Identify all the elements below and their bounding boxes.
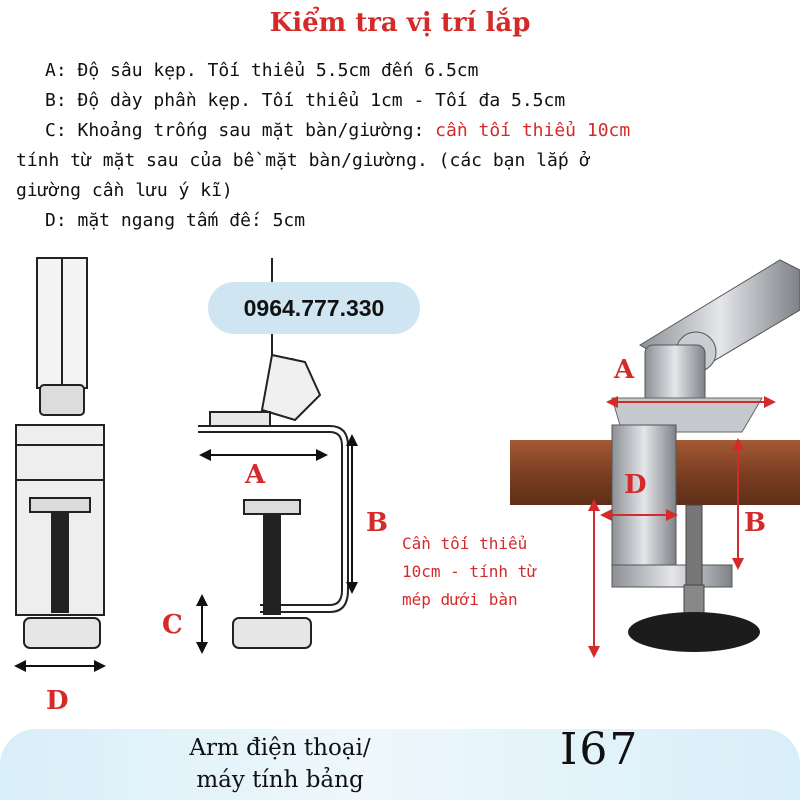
phone-number-badge: 0964.777.330 xyxy=(208,282,420,334)
label-right-b: B xyxy=(744,508,766,538)
spec-c-line2: tính từ mặt sau của bề mặt bàn/giường. (các bạn lắp ở xyxy=(16,150,591,171)
label-left-d: D xyxy=(46,686,69,716)
label-left-c: C xyxy=(162,610,183,640)
spec-a: A: Độ sâu kẹp. Tối thiểu 5.5cm đến 6.5cm xyxy=(45,60,479,81)
spec-c-line3: giường cần lưu ý kĩ) xyxy=(16,180,233,201)
label-right-a: A xyxy=(614,355,635,385)
note-line2: 10cm - tính từ xyxy=(402,562,537,581)
spec-c-highlight: cần tối thiểu 10cm xyxy=(435,120,631,141)
note-line1: Cần tối thiểu xyxy=(402,534,528,553)
product-name-line1: Arm điện thoại/ xyxy=(189,735,371,761)
clamp-front-view xyxy=(16,258,104,648)
label-left-b: B xyxy=(366,508,388,538)
label-left-a: A xyxy=(245,460,266,490)
note-line3: mép dưới bàn xyxy=(402,590,518,609)
product-code: I67 xyxy=(560,724,640,775)
clamp-photo xyxy=(510,260,800,652)
spec-b: B: Độ dày phần kẹp. Tối thiểu 1cm - Tối đa 5.5cm xyxy=(45,90,566,111)
product-name xyxy=(100,732,460,796)
spec-d: D: mặt ngang tấm đế: 5cm xyxy=(45,210,306,231)
spec-c-prefix: C: Khoảng trống sau mặt bàn/giường: xyxy=(45,120,436,141)
page-title: Kiểm tra vị trí lắp xyxy=(269,8,531,38)
label-right-d: D xyxy=(624,470,647,500)
product-name-line2: máy tính bảng xyxy=(196,767,364,793)
